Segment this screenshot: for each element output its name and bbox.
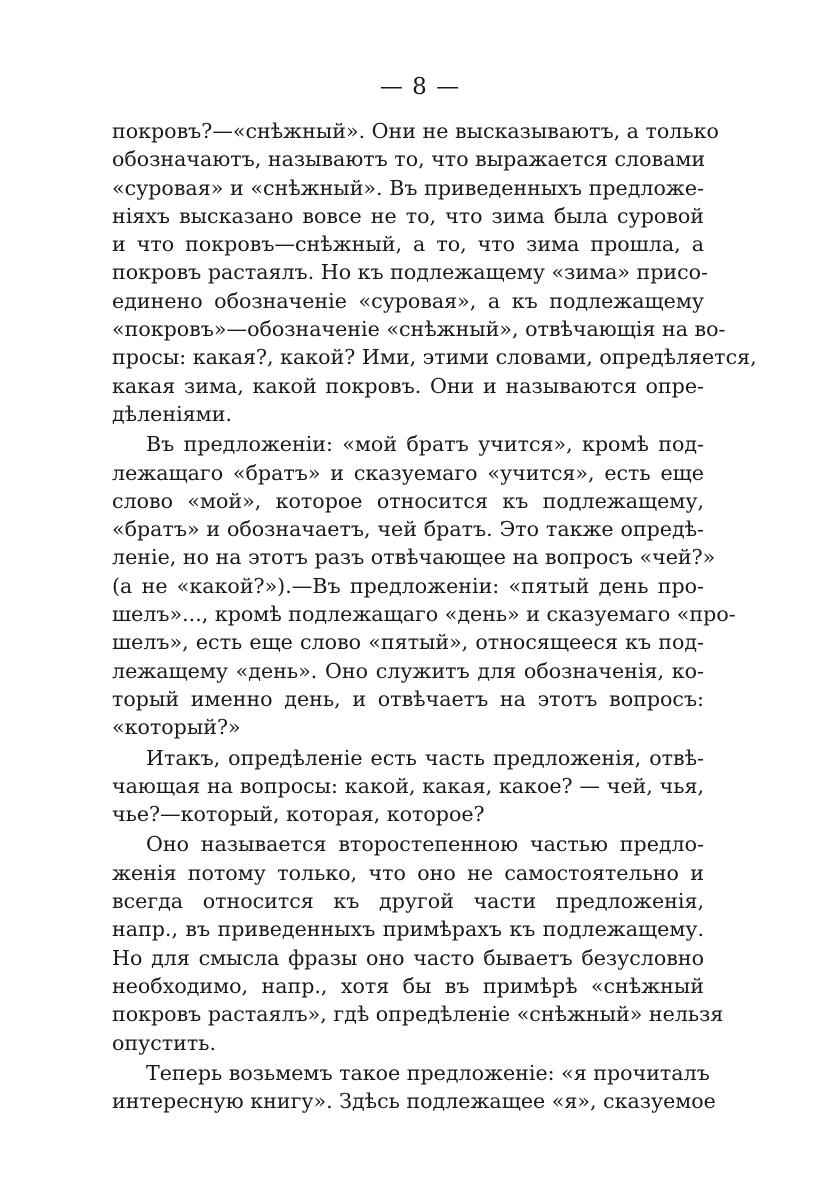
text-line: всегда относится къ другой части предложенія, <box>112 889 704 914</box>
paragraph <box>112 744 704 829</box>
text-line: напр., въ приведенныхъ примѣрахъ къ подлежащему. <box>112 917 704 942</box>
text-line: опустить. <box>112 1030 217 1055</box>
text-line: просы: какая?, какой? Ими, этими словами, опредѣляется, <box>112 345 757 370</box>
text-line: женія потому только, что оно не самостоятельно и <box>112 860 704 885</box>
text-line: покровъ?—«снѣжный». Они не высказываютъ, а только <box>112 119 719 143</box>
text-line: единено обозначеніе «суровая», а къ подлежащему <box>112 288 704 313</box>
text-line: какая зима, какой покровъ. Они и называются опре- <box>112 373 704 398</box>
text-line: «который?» <box>112 715 241 740</box>
text-line: Итакъ, опредѣленіе есть часть предложенія, отвѣ- <box>146 745 704 770</box>
text-line: покровъ растаялъ. Но къ подлежащему «зима» присо- <box>112 260 709 285</box>
text-line: Но для смысла фразы оно часто бываетъ безусловно <box>112 945 704 970</box>
text-line: Теперь возьмемъ такое предложеніе: «я прочиталъ <box>146 1060 710 1085</box>
text-body <box>112 117 757 1115</box>
paragraph <box>112 430 736 741</box>
text-line: слово «мой», которое относится къ подлежащему, <box>112 488 704 513</box>
text-line: чье?—который, которая, которое? <box>112 802 485 827</box>
text-line: лежащаго «братъ» и сказуемаго «учится», есть еще <box>112 460 704 485</box>
text-line: Въ предложеніи: «мой братъ учится», кромѣ под- <box>146 432 704 457</box>
paragraph <box>112 117 757 428</box>
text-line: шелъ»..., кромѣ подлежащаго «день» и сказуемаго «про- <box>112 602 736 627</box>
text-line: Оно называется второстепенною частью предло- <box>146 832 704 857</box>
text-line: интересную книгу». Здѣсь подлежащее «я», сказуемое <box>112 1089 716 1114</box>
text-line: шелъ», есть еще слово «пятый», относящееся къ под- <box>112 630 704 655</box>
text-line: покровъ растаялъ», гдѣ опредѣленіе «снѣжный» нельзя <box>112 1002 724 1027</box>
text-line: «покровъ»—обозначеніе «снѣжный», отвѣчающія на во- <box>112 317 726 342</box>
page-number: — 8 — <box>379 74 461 100</box>
text-line: торый именно день, и отвѣчаетъ на этотъ вопросъ: <box>112 686 704 711</box>
text-line: леніе, но на этотъ разъ отвѣчающее на вопросъ «чей?» <box>112 545 716 570</box>
text-line: лежащему «день». Оно служитъ для обозначенія, ко- <box>112 658 704 683</box>
paragraph <box>112 830 724 1056</box>
text-line: чающая на вопросы: какой, какая, какое? — чей, чья, <box>112 773 704 798</box>
paragraph <box>112 1059 716 1116</box>
text-line: (а не «какой?»).—Въ предложеніи: «пятый день про- <box>112 573 704 598</box>
text-line: ніяхъ высказано вовсе не то, что зима была суровой <box>112 203 704 228</box>
text-line: дѣленіями. <box>112 401 232 426</box>
text-line: «братъ» и обозначаетъ, чей братъ. Это также опредѣ- <box>112 517 704 542</box>
text-line: и что покровъ—снѣжный, а то, что зима прошла, а <box>112 232 704 257</box>
text-line: необходимо, напр., хотя бы въ примѣрѣ «снѣжный <box>112 973 704 998</box>
text-line: обозначаютъ, называютъ то, что выражается словами <box>112 147 706 172</box>
text-line: «суровая» и «снѣжный». Въ приведенныхъ предложе- <box>112 175 704 200</box>
